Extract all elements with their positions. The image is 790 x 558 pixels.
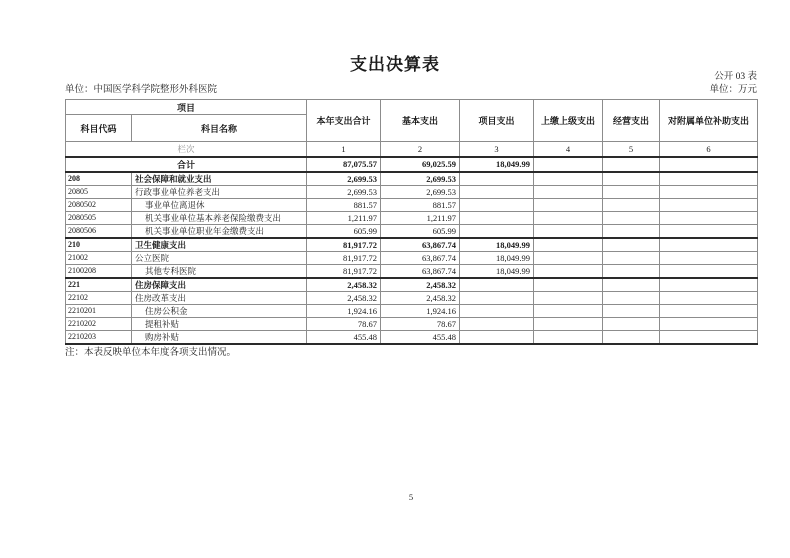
row-value-cell bbox=[660, 251, 758, 264]
table-row bbox=[66, 157, 758, 172]
row-value-cell bbox=[603, 185, 660, 198]
expenditure-table bbox=[65, 99, 758, 345]
row-subject-code: 2080505 bbox=[66, 211, 132, 224]
row-value-cell bbox=[534, 224, 603, 238]
row-value-cell bbox=[460, 278, 534, 292]
row-value-cell: 87,075.57 bbox=[307, 157, 381, 172]
org-unit-label: 单位：中国医学科学院整形外科医院 bbox=[65, 85, 218, 95]
row-value-cell bbox=[460, 211, 534, 224]
row-value-cell bbox=[660, 264, 758, 278]
row-value-cell: 2,699.53 bbox=[381, 172, 460, 186]
row-value-cell bbox=[534, 264, 603, 278]
row-value-cell bbox=[603, 291, 660, 304]
row-value-cell: 2,458.32 bbox=[307, 278, 381, 292]
row-value-cell bbox=[660, 185, 758, 198]
row-value-cell: 1,924.16 bbox=[381, 304, 460, 317]
table-row bbox=[66, 330, 758, 344]
row-subject-name: 事业单位离退休 bbox=[132, 198, 307, 211]
lane-number: 1 bbox=[307, 142, 381, 157]
row-value-cell bbox=[660, 224, 758, 238]
row-value-cell: 2,458.32 bbox=[381, 291, 460, 304]
table-code-label: 公开 03 表 bbox=[714, 72, 757, 82]
table-row bbox=[66, 211, 758, 224]
row-value-cell bbox=[460, 317, 534, 330]
page-number: 5 bbox=[408, 492, 414, 502]
row-subject-name: 住房保障支出 bbox=[132, 278, 307, 292]
header-col-operating: 经营支出 bbox=[603, 100, 660, 142]
row-subject-name: 机关事业单位基本养老保险缴费支出 bbox=[132, 211, 307, 224]
row-value-cell bbox=[460, 198, 534, 211]
expenditure-table-wrapper bbox=[65, 99, 758, 345]
table-row bbox=[66, 304, 758, 317]
row-value-cell bbox=[460, 172, 534, 186]
row-value-cell bbox=[460, 330, 534, 344]
row-subject-code: 210 bbox=[66, 238, 132, 252]
row-value-cell: 605.99 bbox=[307, 224, 381, 238]
table-row bbox=[66, 278, 758, 292]
header-col-year-total: 本年支出合计 bbox=[307, 100, 381, 142]
lane-number: 5 bbox=[603, 142, 660, 157]
meta-row bbox=[65, 81, 757, 95]
row-subject-name: 住房改革支出 bbox=[132, 291, 307, 304]
row-value-cell bbox=[534, 291, 603, 304]
lane-number: 2 bbox=[381, 142, 460, 157]
row-value-cell bbox=[603, 304, 660, 317]
row-value-cell: 455.48 bbox=[381, 330, 460, 344]
row-value-cell bbox=[660, 211, 758, 224]
lane-number: 3 bbox=[460, 142, 534, 157]
table-row bbox=[66, 198, 758, 211]
table-row bbox=[66, 264, 758, 278]
header-project-group: 项目 bbox=[66, 100, 307, 115]
table-row bbox=[66, 291, 758, 304]
row-subject-name: 购房补贴 bbox=[132, 330, 307, 344]
row-value-cell: 69,025.59 bbox=[381, 157, 460, 172]
row-value-cell bbox=[460, 304, 534, 317]
table-row bbox=[66, 251, 758, 264]
footnote: 注：本表反映单位本年度各项支出情况。 bbox=[65, 348, 237, 358]
row-value-cell bbox=[660, 291, 758, 304]
row-subject-code: 21002 bbox=[66, 251, 132, 264]
header-col-project: 项目支出 bbox=[460, 100, 534, 142]
row-value-cell: 18,049.99 bbox=[460, 238, 534, 252]
row-subject-name: 其他专科医院 bbox=[132, 264, 307, 278]
row-value-cell bbox=[534, 278, 603, 292]
lane-number: 4 bbox=[534, 142, 603, 157]
row-value-cell bbox=[534, 251, 603, 264]
row-value-cell: 455.48 bbox=[307, 330, 381, 344]
row-subject-code: 2210201 bbox=[66, 304, 132, 317]
row-value-cell: 81,917.72 bbox=[307, 251, 381, 264]
row-value-cell bbox=[660, 172, 758, 186]
row-value-cell bbox=[534, 317, 603, 330]
currency-unit-label: 单位：万元 bbox=[709, 85, 757, 95]
row-value-cell: 2,699.53 bbox=[307, 185, 381, 198]
row-value-cell: 63,867.74 bbox=[381, 264, 460, 278]
row-value-cell: 2,699.53 bbox=[381, 185, 460, 198]
row-value-cell bbox=[534, 211, 603, 224]
row-value-cell: 1,211.97 bbox=[381, 211, 460, 224]
row-value-cell: 63,867.74 bbox=[381, 251, 460, 264]
row-value-cell bbox=[534, 172, 603, 186]
row-value-cell bbox=[603, 198, 660, 211]
table-body bbox=[66, 157, 758, 344]
header-subject-name: 科目名称 bbox=[132, 115, 307, 142]
row-subject-name: 卫生健康支出 bbox=[132, 238, 307, 252]
row-subject-name: 公立医院 bbox=[132, 251, 307, 264]
row-subject-name: 提租补贴 bbox=[132, 317, 307, 330]
row-value-cell bbox=[603, 172, 660, 186]
row-value-cell: 63,867.74 bbox=[381, 238, 460, 252]
page-title: 支出决算表 bbox=[350, 55, 440, 74]
row-subject-code: 2080502 bbox=[66, 198, 132, 211]
header-col-upper-level: 上缴上级支出 bbox=[534, 100, 603, 142]
row-subject-code: 221 bbox=[66, 278, 132, 292]
row-value-cell: 81,917.72 bbox=[307, 238, 381, 252]
row-value-cell: 1,211.97 bbox=[307, 211, 381, 224]
row-value-cell bbox=[603, 278, 660, 292]
table-row bbox=[66, 185, 758, 198]
row-subject-code: 2080506 bbox=[66, 224, 132, 238]
lane-number: 6 bbox=[660, 142, 758, 157]
row-value-cell: 605.99 bbox=[381, 224, 460, 238]
table-row bbox=[66, 238, 758, 252]
row-subject-name: 住房公积金 bbox=[132, 304, 307, 317]
row-subject-name: 行政事业单位养老支出 bbox=[132, 185, 307, 198]
row-value-cell bbox=[534, 330, 603, 344]
row-subject-code: 208 bbox=[66, 172, 132, 186]
row-value-cell bbox=[660, 238, 758, 252]
row-value-cell bbox=[660, 157, 758, 172]
row-value-cell: 881.57 bbox=[307, 198, 381, 211]
row-value-cell: 2,458.32 bbox=[381, 278, 460, 292]
row-value-cell bbox=[603, 211, 660, 224]
row-value-cell: 2,458.32 bbox=[307, 291, 381, 304]
row-value-cell bbox=[603, 317, 660, 330]
row-value-cell bbox=[534, 157, 603, 172]
header-subject-code: 科目代码 bbox=[66, 115, 132, 142]
row-value-cell bbox=[660, 278, 758, 292]
row-value-cell bbox=[603, 238, 660, 252]
row-value-cell bbox=[660, 330, 758, 344]
table-row bbox=[66, 317, 758, 330]
row-value-cell bbox=[460, 224, 534, 238]
row-subject-code: 2100208 bbox=[66, 264, 132, 278]
row-value-cell: 2,699.53 bbox=[307, 172, 381, 186]
row-value-cell bbox=[660, 198, 758, 211]
row-value-cell: 881.57 bbox=[381, 198, 460, 211]
row-value-cell: 1,924.16 bbox=[307, 304, 381, 317]
row-subject-name: 社会保障和就业支出 bbox=[132, 172, 307, 186]
table-row bbox=[66, 172, 758, 186]
row-value-cell: 18,049.99 bbox=[460, 251, 534, 264]
lane-label: 栏次 bbox=[66, 142, 307, 157]
row-subject-code: 22102 bbox=[66, 291, 132, 304]
row-subject-code: 2210202 bbox=[66, 317, 132, 330]
row-value-cell bbox=[603, 157, 660, 172]
header-row-project bbox=[66, 100, 758, 115]
row-value-cell bbox=[534, 238, 603, 252]
row-value-cell bbox=[603, 251, 660, 264]
row-value-cell bbox=[460, 185, 534, 198]
row-value-cell bbox=[534, 198, 603, 211]
row-total-label: 合计 bbox=[66, 157, 307, 172]
row-value-cell bbox=[603, 224, 660, 238]
row-value-cell: 81,917.72 bbox=[307, 264, 381, 278]
row-value-cell: 18,049.99 bbox=[460, 264, 534, 278]
header-col-subsidy: 对附属单位补助支出 bbox=[660, 100, 758, 142]
row-value-cell bbox=[603, 264, 660, 278]
lane-row bbox=[66, 142, 758, 157]
row-subject-code: 2210203 bbox=[66, 330, 132, 344]
row-value-cell bbox=[660, 304, 758, 317]
table-row bbox=[66, 224, 758, 238]
row-value-cell bbox=[460, 291, 534, 304]
row-value-cell bbox=[603, 330, 660, 344]
row-value-cell bbox=[534, 185, 603, 198]
row-value-cell bbox=[534, 304, 603, 317]
row-subject-name: 机关事业单位职业年金缴费支出 bbox=[132, 224, 307, 238]
header-col-basic: 基本支出 bbox=[381, 100, 460, 142]
row-value-cell: 78.67 bbox=[307, 317, 381, 330]
row-value-cell: 78.67 bbox=[381, 317, 460, 330]
row-value-cell bbox=[660, 317, 758, 330]
row-value-cell: 18,049.99 bbox=[460, 157, 534, 172]
row-subject-code: 20805 bbox=[66, 185, 132, 198]
